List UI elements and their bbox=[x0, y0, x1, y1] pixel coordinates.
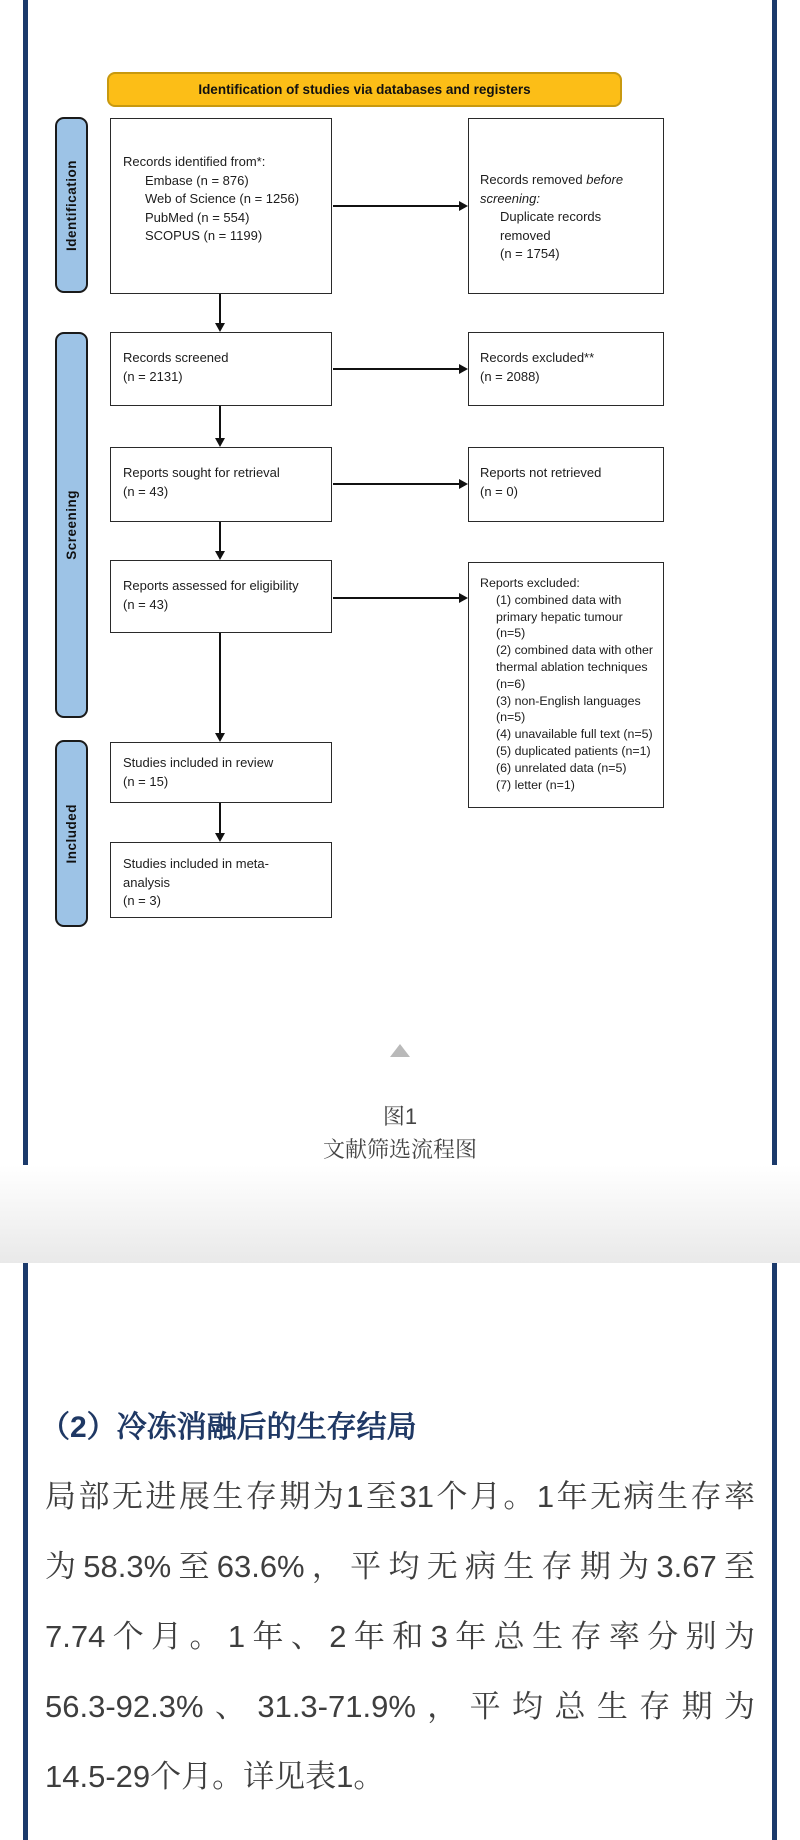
box-title: Reports excluded: bbox=[480, 576, 580, 590]
stage-label-identification: Identification bbox=[64, 159, 79, 251]
box-item: Embase (n = 876) bbox=[145, 172, 249, 188]
stage-bar-identification bbox=[55, 117, 88, 293]
arrow-right-icon bbox=[333, 592, 468, 604]
box-line: (n = 3) bbox=[123, 893, 161, 908]
box-item: Duplicate records removed bbox=[500, 209, 602, 243]
exclusion-reason: (2) combined data with other thermal ablation techniques (n=6) bbox=[496, 643, 654, 691]
box-line: analysis bbox=[123, 874, 170, 890]
stage-bar-included bbox=[55, 740, 88, 927]
box-reports-assessed bbox=[110, 560, 332, 633]
box-line: Reports sought for retrieval bbox=[123, 465, 280, 480]
box-line: Studies included in meta- bbox=[123, 856, 269, 871]
figure-caption: 文献筛选流程图 bbox=[322, 1137, 477, 1162]
box-line: (n = 2088) bbox=[480, 368, 540, 384]
article-paragraph bbox=[45, 1462, 755, 1812]
arrow-down-icon bbox=[214, 803, 226, 842]
box-line: (n = 2131) bbox=[123, 368, 183, 384]
exclusion-reason: (1) combined data with primary hepatic tumour (n=5) bbox=[496, 592, 623, 641]
box-records-identified bbox=[110, 118, 332, 294]
stage-bar-screening bbox=[55, 332, 88, 718]
box-studies-included-review bbox=[110, 742, 332, 803]
arrow-down-icon bbox=[214, 406, 226, 447]
section-divider-gradient bbox=[0, 1165, 800, 1263]
exclusion-reason: (6) unrelated data (n=5) bbox=[496, 760, 627, 775]
paragraph-line: 为58.3%至63.6%，平均无病生存期为3.67至 bbox=[45, 1549, 755, 1584]
box-title: Records identified from*: bbox=[123, 154, 266, 169]
arrow-down-icon bbox=[214, 294, 226, 332]
paragraph-line: 局部无进展生存期为1至31个月。1年无病生存率 bbox=[45, 1479, 755, 1514]
box-item: PubMed (n = 554) bbox=[145, 209, 250, 225]
arrow-right-icon bbox=[333, 200, 468, 212]
box-studies-included-meta bbox=[110, 842, 332, 918]
box-title: Records removed before screening: bbox=[480, 172, 624, 206]
box-reports-excluded-reasons bbox=[468, 562, 664, 808]
box-line: Reports not retrieved bbox=[480, 465, 602, 480]
box-line: (n = 43) bbox=[123, 596, 169, 612]
paragraph-line: 7.74个月。1年、2年和3年总生存率分别为 bbox=[45, 1619, 755, 1654]
box-records-screened bbox=[110, 332, 332, 406]
box-line: (n = 43) bbox=[123, 483, 169, 499]
box-line: (n = 0) bbox=[480, 483, 518, 499]
paragraph-line: 56.3-92.3%、31.3-71.9%，平均总生存期为 bbox=[45, 1689, 755, 1724]
box-line: Reports assessed for eligibility bbox=[123, 578, 299, 593]
stage-label-included: Included bbox=[64, 803, 79, 864]
flowchart-banner: Identification of studies via databases and registers bbox=[107, 72, 622, 107]
box-item: (n = 1754) bbox=[500, 246, 560, 261]
stage-label-screening: Screening bbox=[64, 490, 79, 560]
figure-number: 图1 bbox=[382, 1104, 418, 1129]
page-right-border bbox=[772, 0, 777, 1840]
collapse-triangle-icon[interactable] bbox=[390, 1044, 410, 1057]
box-reports-not-retrieved bbox=[468, 447, 664, 522]
page-left-border bbox=[23, 0, 28, 1840]
arrow-right-icon bbox=[333, 363, 468, 375]
box-item: SCOPUS (n = 1199) bbox=[145, 228, 263, 243]
exclusion-reason: (7) letter (n=1) bbox=[496, 777, 575, 792]
arrow-down-icon bbox=[214, 522, 226, 560]
box-line: (n = 15) bbox=[123, 773, 169, 789]
box-records-removed bbox=[468, 118, 664, 294]
arrow-right-icon bbox=[333, 478, 468, 490]
box-reports-sought bbox=[110, 447, 332, 522]
box-records-excluded bbox=[468, 332, 664, 406]
box-line: Studies included in review bbox=[123, 755, 274, 770]
box-line: Records excluded** bbox=[480, 350, 595, 365]
box-line: Records screened bbox=[123, 350, 229, 365]
arrow-down-icon bbox=[214, 633, 226, 742]
exclusion-reason: (5) duplicated patients (n=1) bbox=[496, 743, 651, 758]
section-heading: （2）冷冻消融后的生存结局 bbox=[40, 1411, 417, 1444]
box-item: Web of Science (n = 1256) bbox=[145, 191, 300, 206]
paragraph-line: 14.5-29个月。详见表1。 bbox=[45, 1759, 385, 1794]
exclusion-reason: (4) unavailable full text (n=5) bbox=[496, 727, 653, 742]
exclusion-reason: (3) non-English languages (n=5) bbox=[496, 693, 641, 725]
